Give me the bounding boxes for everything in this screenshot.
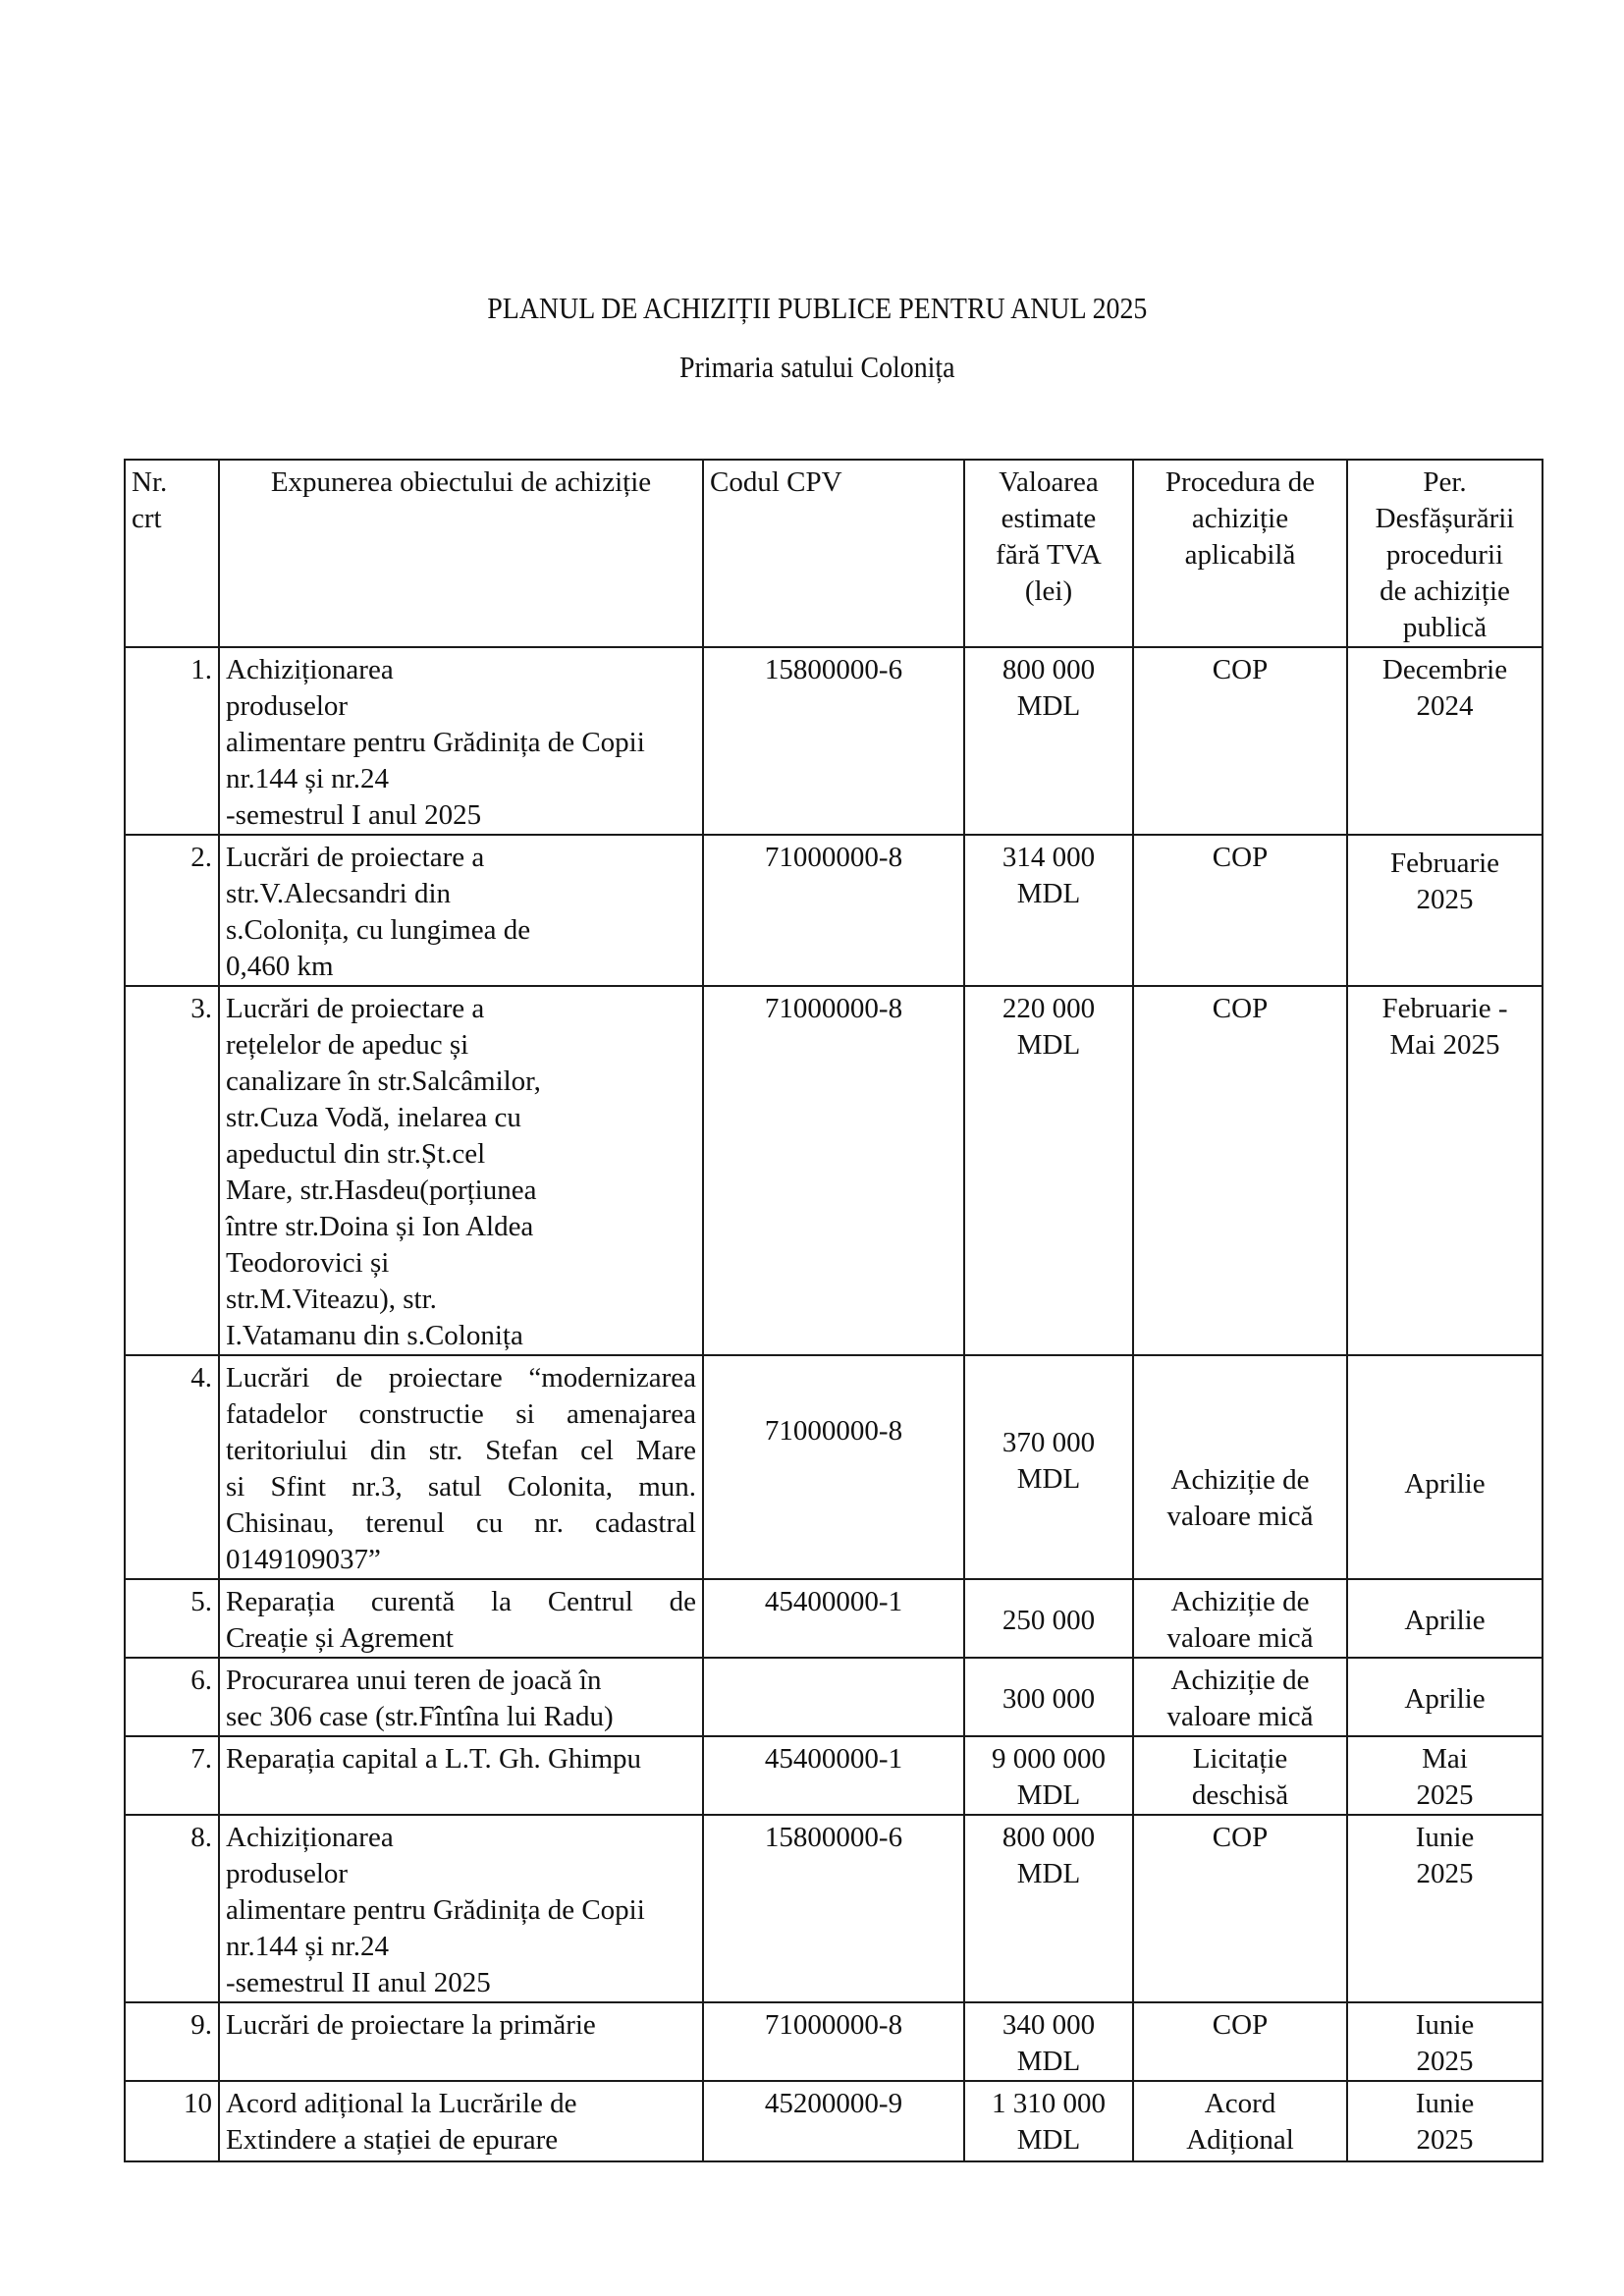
row-period	[1347, 1355, 1543, 1579]
header-procedure-line: aplicabilă	[1184, 539, 1296, 571]
period-line: Mai	[1422, 1743, 1468, 1775]
row-period	[1347, 1658, 1543, 1736]
period-line: Mai 2025	[1389, 1029, 1500, 1061]
description-line: Lucrări de proiectare a	[226, 993, 485, 1024]
description-line: I.Vatamanu din s.Colonița	[226, 1320, 523, 1351]
description-line: Mare, str.Hasdeu(porțiunea	[226, 1175, 537, 1206]
row-number: 6.	[125, 1658, 219, 1736]
header-period-line: procedurii	[1385, 539, 1504, 571]
table-row	[125, 1355, 1543, 1579]
value-amount: 800 000	[1001, 654, 1096, 685]
row-value	[964, 835, 1133, 986]
period-line: Aprilie	[1404, 1682, 1486, 1715]
value-currency: MDL	[1016, 690, 1081, 722]
row-number: 5.	[125, 1579, 219, 1658]
description-line: fatadelor constructie si amenajarea	[226, 1398, 696, 1430]
value-amount: 314 000	[1001, 842, 1096, 873]
period-line: Februarie -	[1381, 993, 1508, 1024]
row-procedure	[1133, 1815, 1347, 2002]
header-period-line: Per.	[1423, 466, 1467, 498]
period-line: Iunie	[1415, 2088, 1475, 2119]
row-value	[964, 2002, 1133, 2081]
row-period	[1347, 2002, 1543, 2081]
description-line: rețelelor de apeduc și	[226, 1029, 469, 1061]
row-procedure	[1133, 1736, 1347, 1815]
table-row	[125, 1815, 1543, 2002]
procedure-line: Licitație	[1192, 1743, 1288, 1775]
row-description	[219, 1658, 703, 1736]
description-line: Teodorovici și	[226, 1247, 390, 1279]
procedure-line: Achiziție de	[1170, 1665, 1310, 1696]
row-procedure	[1133, 2081, 1347, 2161]
procedure-line: deschisă	[1191, 1779, 1289, 1811]
description-line: sec 306 case (str.Fîntîna lui Radu)	[226, 1701, 614, 1732]
description-line: nr.144 și nr.24	[226, 763, 389, 794]
row-period	[1347, 1579, 1543, 1658]
description-line: apeductul din str.Șt.cel	[226, 1138, 486, 1170]
period-line: 2024	[1416, 690, 1474, 722]
row-period	[1347, 986, 1543, 1355]
row-description	[219, 1579, 703, 1658]
row-cpv-code: 71000000-8	[703, 2002, 964, 2081]
procedure-line: valoare mică	[1166, 1501, 1314, 1532]
value-amount: 250 000	[1001, 1604, 1096, 1636]
description-line	[226, 652, 696, 725]
description-line: -semestrul II anul 2025	[226, 1967, 491, 1998]
row-description	[219, 835, 703, 986]
description-line	[226, 1820, 696, 1892]
header-nr-line: crt	[132, 503, 162, 534]
row-procedure	[1133, 1579, 1347, 1658]
row-cpv-code: 45400000-1	[703, 1579, 964, 1658]
row-description	[219, 1815, 703, 2002]
value-amount: 370 000	[1001, 1427, 1096, 1458]
description-line: Acord adițional la Lucrările de	[226, 2088, 577, 2119]
row-value	[964, 1736, 1133, 1815]
row-procedure	[1133, 1355, 1347, 1579]
value-amount: 220 000	[1001, 993, 1096, 1024]
header-value-line: estimate	[1001, 503, 1097, 534]
description-line: teritoriului din str. Stefan cel Mare	[226, 1435, 696, 1466]
description-line: Lucrări de proiectare la primărie	[226, 2009, 596, 2041]
row-value	[964, 1579, 1133, 1658]
header-nr-line: Nr.	[132, 466, 168, 498]
period-line: 2025	[1416, 2124, 1474, 2156]
description-line: Creație și Agrement	[226, 1622, 454, 1654]
period-line: Decembrie	[1381, 654, 1508, 685]
row-procedure	[1133, 986, 1347, 1355]
header-description: Expunerea obiectului de achiziție	[219, 460, 703, 647]
description-line: str.M.Viteazu), str.	[226, 1284, 437, 1315]
row-description	[219, 986, 703, 1355]
procedure-line: Achiziție de	[1170, 1586, 1310, 1617]
row-description	[219, 1736, 703, 1815]
value-amount: 9 000 000	[992, 1743, 1106, 1775]
procedure-line: Achiziție de	[1170, 1464, 1310, 1496]
value-currency: MDL	[1016, 2046, 1081, 2077]
value-currency: MDL	[1016, 1463, 1081, 1495]
header-value-line: fără TVA	[996, 539, 1102, 571]
header-procedure	[1133, 460, 1347, 647]
document-subtitle: Primaria satului Colonița	[679, 350, 955, 384]
header-value-line: Valoarea	[999, 466, 1099, 498]
description-line: alimentare pentru Grădinița de Copii	[226, 727, 645, 758]
procedure-line: valoare mică	[1166, 1622, 1314, 1654]
row-number: 3.	[125, 986, 219, 1355]
description-text: Achiziționarea produselor	[226, 1822, 394, 1889]
row-number: 4.	[125, 1355, 219, 1579]
document-title: PLANUL DE ACHIZIȚII PUBLICE PENTRU ANUL 2025	[487, 291, 1148, 325]
value-currency: MDL	[1016, 1029, 1081, 1061]
row-description	[219, 2002, 703, 2081]
value-amount: 300 000	[1001, 1682, 1096, 1715]
procurement-plan-table	[124, 459, 1543, 2162]
table-row	[125, 986, 1543, 1355]
description-line: alimentare pentru Grădinița de Copii	[226, 1894, 645, 1926]
row-period	[1347, 1736, 1543, 1815]
row-value	[964, 1355, 1133, 1579]
description-line: canalizare în str.Salcâmilor,	[226, 1066, 541, 1097]
header-value	[964, 460, 1133, 647]
row-description	[219, 2081, 703, 2161]
procedure-line: COP	[1212, 2009, 1269, 2041]
period-line: 2025	[1416, 2046, 1474, 2077]
table-row	[125, 647, 1543, 835]
value-amount: 800 000	[1001, 1822, 1096, 1853]
row-value	[964, 986, 1133, 1355]
row-description	[219, 647, 703, 835]
procedure-line: COP	[1212, 654, 1269, 685]
row-value	[964, 2081, 1133, 2161]
description-line: Lucrări de proiectare a	[226, 842, 485, 873]
procedure-line: Acord	[1204, 2088, 1276, 2119]
description-line: între str.Doina și Ion Aldea	[226, 1211, 534, 1242]
procedure-line: COP	[1212, 842, 1269, 873]
header-period-line: publică	[1402, 612, 1488, 643]
header-cpv: Codul CPV	[703, 460, 964, 647]
description-line: Reparația curentă la Centrul de	[226, 1586, 696, 1617]
table-row	[125, 1736, 1543, 1815]
row-value	[964, 647, 1133, 835]
row-period	[1347, 835, 1543, 986]
row-number: 7.	[125, 1736, 219, 1815]
row-number: 9.	[125, 2002, 219, 2081]
row-cpv-code: 71000000-8	[703, 986, 964, 1355]
description-line: nr.144 și nr.24	[226, 1931, 389, 1962]
period-line: Februarie	[1389, 847, 1500, 879]
description-line: str.V.Alecsandri din	[226, 878, 452, 909]
value-amount: 1 310 000	[992, 2088, 1106, 2119]
table-row	[125, 1579, 1543, 1658]
row-cpv-code: 45400000-1	[703, 1736, 964, 1815]
value-amount: 340 000	[1001, 2009, 1096, 2041]
period-line: Iunie	[1415, 2009, 1475, 2041]
header-period-line: Desfășurării	[1375, 503, 1515, 534]
value-currency: MDL	[1016, 1779, 1081, 1811]
period-line: Iunie	[1415, 1822, 1475, 1853]
procedure-line: valoare mică	[1166, 1701, 1314, 1732]
row-value	[964, 1815, 1133, 2002]
period-line: 2025	[1416, 884, 1474, 915]
row-procedure	[1133, 835, 1347, 986]
row-cpv-code: 71000000-8	[703, 1355, 964, 1579]
description-line: s.Colonița, cu lungimea de	[226, 914, 531, 946]
row-cpv-code	[703, 1658, 964, 1736]
row-cpv-code: 45200000-9	[703, 2081, 964, 2161]
header-value-line: (lei)	[1024, 575, 1073, 607]
value-currency: MDL	[1016, 2124, 1081, 2156]
description-line: -semestrul I anul 2025	[226, 799, 482, 831]
header-procedure-line: achiziție	[1191, 503, 1289, 534]
row-cpv-code: 71000000-8	[703, 835, 964, 986]
header-period-line: de achiziție	[1380, 575, 1510, 607]
period-line: Aprilie	[1404, 1468, 1486, 1500]
row-procedure	[1133, 1658, 1347, 1736]
row-period	[1347, 647, 1543, 835]
table-header-row	[125, 460, 1543, 647]
description-line: Reparația capital a L.T. Gh. Ghimpu	[226, 1743, 642, 1775]
description-line: str.Cuza Vodă, inelarea cu	[226, 1102, 521, 1133]
row-value	[964, 1658, 1133, 1736]
row-procedure	[1133, 2002, 1347, 2081]
period-line: Aprilie	[1404, 1604, 1486, 1636]
row-number: 2.	[125, 835, 219, 986]
table-row	[125, 2002, 1543, 2081]
value-currency: MDL	[1016, 878, 1081, 909]
row-number: 10	[125, 2081, 219, 2161]
procedure-line: Adițional	[1186, 2124, 1294, 2156]
row-number: 8.	[125, 1815, 219, 2002]
row-period	[1347, 1815, 1543, 2002]
row-period	[1347, 2081, 1543, 2161]
description-line: 0,460 km	[226, 951, 334, 982]
description-line: Procurarea unui teren de joacă în	[226, 1665, 602, 1696]
header-period	[1347, 460, 1543, 647]
row-number: 1.	[125, 647, 219, 835]
period-line: 2025	[1416, 1858, 1474, 1889]
value-currency: MDL	[1016, 1858, 1081, 1889]
header-nr	[125, 460, 219, 647]
description-line: si Sfint nr.3, satul Colonita, mun.	[226, 1471, 696, 1503]
description-line: Lucrări de proiectare “modernizarea	[226, 1362, 696, 1394]
procedure-line: COP	[1212, 1822, 1269, 1853]
description-line: Extindere a stației de epurare	[226, 2124, 559, 2156]
table-row	[125, 1658, 1543, 1736]
row-description	[219, 1355, 703, 1579]
period-line: 2025	[1416, 1779, 1474, 1811]
header-procedure-line: Procedura de	[1164, 466, 1316, 498]
table-row	[125, 2081, 1543, 2161]
procedure-line: COP	[1212, 993, 1269, 1024]
row-procedure	[1133, 647, 1347, 835]
row-cpv-code: 15800000-6	[703, 1815, 964, 2002]
row-cpv-code: 15800000-6	[703, 647, 964, 835]
table-row	[125, 835, 1543, 986]
description-line: Chisinau, terenul cu nr. cadastral	[226, 1507, 696, 1539]
description-line: 0149109037”	[226, 1544, 381, 1575]
description-text: Achiziționarea produselor	[226, 654, 394, 722]
